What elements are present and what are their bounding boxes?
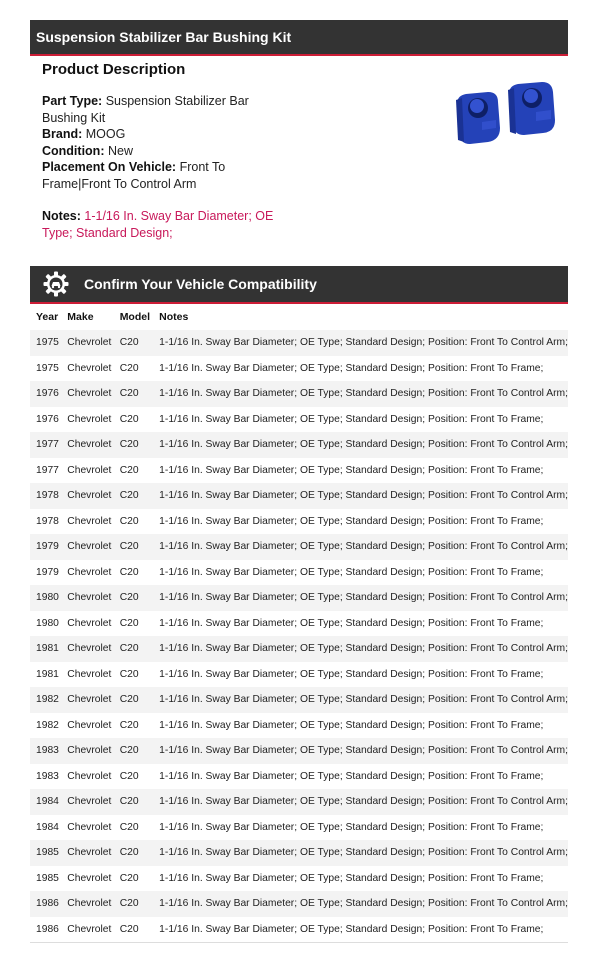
product-description bbox=[42, 60, 292, 241]
table-row bbox=[30, 917, 568, 943]
product-title: Suspension Stabilizer Bar Bushing Kit bbox=[36, 29, 292, 45]
cell-make: Chevrolet bbox=[67, 413, 112, 425]
cell-notes: 1-1/16 In. Sway Bar Diameter; OE Type; Standard Design; Position: Front To Control Arm; bbox=[153, 432, 568, 458]
table-row bbox=[30, 636, 568, 662]
spec-label: Placement On Vehicle: bbox=[42, 160, 177, 174]
cell-model: C20 bbox=[119, 413, 139, 425]
cell-notes: 1-1/16 In. Sway Bar Diameter; OE Type; Standard Design; Position: Front To Control Arm; bbox=[153, 738, 568, 764]
cell-make: Chevrolet bbox=[61, 891, 113, 917]
cell-model: C20 bbox=[114, 330, 153, 356]
cell-notes: 1-1/16 In. Sway Bar Diameter; OE Type; Standard Design; Position: Front To Frame; bbox=[159, 872, 544, 884]
cell-notes: 1-1/16 In. Sway Bar Diameter; OE Type; Standard Design; Position: Front To Frame; bbox=[159, 566, 544, 578]
table-row bbox=[30, 509, 568, 535]
cell-notes: 1-1/16 In. Sway Bar Diameter; OE Type; Standard Design; Position: Front To Control Arm; bbox=[153, 330, 568, 356]
cell-model: C20 bbox=[114, 789, 153, 815]
cell-notes: 1-1/16 In. Sway Bar Diameter; OE Type; Standard Design; Position: Front To Frame; bbox=[159, 617, 544, 629]
spec-part-type bbox=[42, 93, 292, 126]
cell-year: 1975 bbox=[36, 362, 59, 374]
table-row bbox=[30, 662, 568, 688]
notes bbox=[42, 208, 292, 241]
cell-year: 1986 bbox=[30, 891, 61, 917]
cell-notes: 1-1/16 In. Sway Bar Diameter; OE Type; Standard Design; Position: Front To Frame; bbox=[159, 719, 544, 731]
cell-make: Chevrolet bbox=[61, 330, 113, 356]
cell-notes: 1-1/16 In. Sway Bar Diameter; OE Type; Standard Design; Position: Front To Control Arm; bbox=[153, 687, 568, 713]
cell-model: C20 bbox=[114, 891, 153, 917]
product-image bbox=[452, 78, 562, 154]
spec-condition bbox=[42, 143, 292, 160]
cell-year: 1980 bbox=[36, 617, 59, 629]
cell-year: 1984 bbox=[30, 789, 61, 815]
table-row bbox=[30, 381, 568, 407]
cell-model: C20 bbox=[119, 872, 139, 884]
cell-make: Chevrolet bbox=[61, 840, 113, 866]
spec-value: Suspension Stabilizer Bar Bushing Kit bbox=[42, 94, 249, 125]
table-body bbox=[30, 330, 568, 943]
cell-notes: 1-1/16 In. Sway Bar Diameter; OE Type; Standard Design; Position: Front To Frame; bbox=[159, 923, 544, 935]
table-row bbox=[30, 738, 568, 764]
cell-model: C20 bbox=[119, 617, 139, 629]
cell-notes: 1-1/16 In. Sway Bar Diameter; OE Type; Standard Design; Position: Front To Control Arm; bbox=[153, 840, 568, 866]
cell-make: Chevrolet bbox=[61, 789, 113, 815]
cell-make: Chevrolet bbox=[67, 362, 112, 374]
table-row bbox=[30, 356, 568, 382]
cell-model: C20 bbox=[114, 840, 153, 866]
table-row bbox=[30, 534, 568, 560]
cell-notes: 1-1/16 In. Sway Bar Diameter; OE Type; Standard Design; Position: Front To Control Arm; bbox=[153, 585, 568, 611]
spec-list bbox=[42, 93, 292, 192]
table-row bbox=[30, 483, 568, 509]
cell-year: 1981 bbox=[30, 636, 61, 662]
table-row bbox=[30, 687, 568, 713]
cell-year: 1986 bbox=[36, 923, 59, 935]
table-row bbox=[30, 585, 568, 611]
compatibility-bar bbox=[30, 266, 568, 304]
cell-model: C20 bbox=[114, 585, 153, 611]
cell-model: C20 bbox=[119, 464, 139, 476]
compatibility-title: Confirm Your Vehicle Compatibility bbox=[84, 276, 317, 292]
cell-notes: 1-1/16 In. Sway Bar Diameter; OE Type; Standard Design; Position: Front To Frame; bbox=[159, 413, 544, 425]
spec-value: Front To Frame|Front To Control Arm bbox=[42, 160, 226, 191]
cell-year: 1985 bbox=[30, 840, 61, 866]
cell-notes: 1-1/16 In. Sway Bar Diameter; OE Type; Standard Design; Position: Front To Control Arm; bbox=[153, 534, 568, 560]
cell-make: Chevrolet bbox=[67, 464, 112, 476]
table-header-row bbox=[30, 304, 568, 330]
table-row bbox=[30, 840, 568, 866]
bushing-right bbox=[508, 82, 555, 135]
cell-notes: 1-1/16 In. Sway Bar Diameter; OE Type; Standard Design; Position: Front To Control Arm; bbox=[153, 483, 568, 509]
table-row bbox=[30, 866, 568, 892]
cell-model: C20 bbox=[114, 483, 153, 509]
table-row bbox=[30, 560, 568, 586]
cell-make: Chevrolet bbox=[67, 617, 112, 629]
cell-make: Chevrolet bbox=[67, 821, 112, 833]
cell-make: Chevrolet bbox=[61, 738, 113, 764]
cell-notes: 1-1/16 In. Sway Bar Diameter; OE Type; Standard Design; Position: Front To Control Arm; bbox=[153, 381, 568, 407]
description-heading: Product Description bbox=[42, 61, 186, 78]
cell-make: Chevrolet bbox=[61, 636, 113, 662]
notes-value: 1-1/16 In. Sway Bar Diameter; OE Type; Standard Design; bbox=[42, 209, 274, 240]
table-row bbox=[30, 789, 568, 815]
cell-make: Chevrolet bbox=[67, 923, 112, 935]
table-row bbox=[30, 815, 568, 841]
cell-model: C20 bbox=[114, 636, 153, 662]
table-row bbox=[30, 407, 568, 433]
spec-value: MOOG bbox=[85, 127, 126, 141]
cell-model: C20 bbox=[119, 566, 139, 578]
cell-notes: 1-1/16 In. Sway Bar Diameter; OE Type; Standard Design; Position: Front To Control Arm; bbox=[153, 891, 568, 917]
cell-model: C20 bbox=[119, 362, 139, 374]
col-header-year: Year bbox=[36, 311, 59, 323]
bushing-left bbox=[456, 92, 500, 144]
cell-model: C20 bbox=[114, 381, 153, 407]
cell-notes: 1-1/16 In. Sway Bar Diameter; OE Type; Standard Design; Position: Front To Frame; bbox=[159, 668, 544, 680]
cell-model: C20 bbox=[119, 821, 139, 833]
cell-year: 1976 bbox=[36, 413, 59, 425]
col-header-model: Model bbox=[119, 311, 151, 323]
cell-model: C20 bbox=[119, 515, 139, 527]
table-row bbox=[30, 611, 568, 637]
cell-year: 1979 bbox=[36, 566, 59, 578]
cell-year: 1981 bbox=[36, 668, 59, 680]
spec-label: Condition: bbox=[42, 143, 105, 158]
cell-model: C20 bbox=[114, 432, 153, 458]
cell-notes: 1-1/16 In. Sway Bar Diameter; OE Type; Standard Design; Position: Front To Frame; bbox=[159, 464, 544, 476]
cell-model: C20 bbox=[114, 534, 153, 560]
cell-year: 1983 bbox=[30, 738, 61, 764]
spec-label: Brand: bbox=[42, 127, 83, 141]
cell-notes: 1-1/16 In. Sway Bar Diameter; OE Type; Standard Design; Position: Front To Control Arm; bbox=[153, 636, 568, 662]
table-row bbox=[30, 713, 568, 739]
cell-make: Chevrolet bbox=[61, 381, 113, 407]
col-header-make: Make bbox=[67, 311, 94, 323]
cell-model: C20 bbox=[119, 668, 139, 680]
cell-notes: 1-1/16 In. Sway Bar Diameter; OE Type; Standard Design; Position: Front To Frame; bbox=[159, 362, 544, 374]
cell-make: Chevrolet bbox=[67, 566, 112, 578]
cell-notes: 1-1/16 In. Sway Bar Diameter; OE Type; Standard Design; Position: Front To Frame; bbox=[159, 515, 544, 527]
cell-make: Chevrolet bbox=[61, 585, 113, 611]
table-row bbox=[30, 764, 568, 790]
col-header-notes: Notes bbox=[159, 311, 189, 323]
cell-year: 1982 bbox=[36, 719, 59, 731]
cell-model: C20 bbox=[119, 719, 139, 731]
cell-year: 1977 bbox=[30, 432, 61, 458]
cell-year: 1980 bbox=[30, 585, 61, 611]
cell-model: C20 bbox=[119, 923, 139, 935]
cell-make: Chevrolet bbox=[67, 515, 112, 527]
cell-notes: 1-1/16 In. Sway Bar Diameter; OE Type; Standard Design; Position: Front To Control Arm; bbox=[153, 789, 568, 815]
spec-brand bbox=[42, 126, 292, 143]
cell-year: 1978 bbox=[30, 483, 61, 509]
cell-year: 1976 bbox=[30, 381, 61, 407]
cell-make: Chevrolet bbox=[67, 668, 112, 680]
cell-year: 1979 bbox=[30, 534, 61, 560]
cell-year: 1977 bbox=[36, 464, 59, 476]
cell-model: C20 bbox=[114, 738, 153, 764]
cell-make: Chevrolet bbox=[61, 687, 113, 713]
cell-make: Chevrolet bbox=[61, 432, 113, 458]
compatibility-table bbox=[30, 304, 568, 943]
notes-label: Notes: bbox=[42, 209, 81, 223]
cell-make: Chevrolet bbox=[67, 770, 112, 782]
cell-make: Chevrolet bbox=[67, 719, 112, 731]
cell-make: Chevrolet bbox=[61, 483, 113, 509]
spec-value: New bbox=[107, 143, 133, 158]
cell-make: Chevrolet bbox=[67, 872, 112, 884]
table-row bbox=[30, 330, 568, 356]
cell-year: 1982 bbox=[30, 687, 61, 713]
cell-year: 1985 bbox=[36, 872, 59, 884]
cell-model: C20 bbox=[114, 687, 153, 713]
cell-make: Chevrolet bbox=[61, 534, 113, 560]
cell-notes: 1-1/16 In. Sway Bar Diameter; OE Type; Standard Design; Position: Front To Frame; bbox=[159, 821, 544, 833]
table-row bbox=[30, 458, 568, 484]
cell-year: 1978 bbox=[36, 515, 59, 527]
cell-model: C20 bbox=[119, 770, 139, 782]
gear-car-icon bbox=[43, 271, 69, 297]
cell-notes: 1-1/16 In. Sway Bar Diameter; OE Type; Standard Design; Position: Front To Frame; bbox=[159, 770, 544, 782]
product-title-bar bbox=[30, 20, 568, 56]
cell-year: 1975 bbox=[30, 330, 61, 356]
spec-placement bbox=[42, 159, 292, 192]
spec-label: Part Type: bbox=[42, 94, 103, 108]
cell-year: 1983 bbox=[36, 770, 59, 782]
table-row bbox=[30, 432, 568, 458]
cell-year: 1984 bbox=[36, 821, 59, 833]
table-row bbox=[30, 891, 568, 917]
